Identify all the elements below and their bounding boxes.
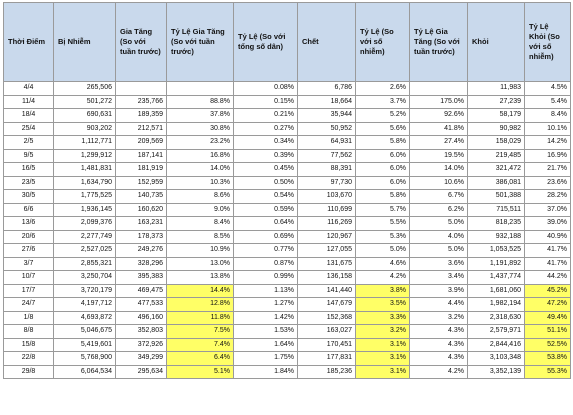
table-cell[interactable]: 903,202	[54, 122, 116, 136]
table-cell[interactable]: 7.5%	[167, 325, 234, 339]
row-date-cell[interactable]: 24/7	[4, 298, 54, 312]
table-cell[interactable]: 64,931	[298, 136, 356, 150]
column-header[interactable]: Khỏi	[468, 3, 525, 82]
table-row	[4, 217, 571, 231]
spreadsheet-table-container	[3, 2, 571, 379]
table-cell[interactable]: 1,299,912	[54, 149, 116, 163]
table-cell[interactable]: 0.99%	[234, 271, 298, 285]
column-header[interactable]: Tỷ Lệ Gia Tăng (So với tuần trước)	[410, 3, 468, 82]
table-cell[interactable]: 6.7%	[410, 190, 468, 204]
row-date-cell[interactable]: 2/5	[4, 136, 54, 150]
table-cell[interactable]: 2,855,321	[54, 257, 116, 271]
table-cell[interactable]: 1.42%	[234, 311, 298, 325]
row-date-cell[interactable]: 29/8	[4, 365, 54, 379]
table-cell[interactable]: 178,373	[116, 230, 167, 244]
table-cell[interactable]: 189,359	[116, 109, 167, 123]
table-cell[interactable]: 496,160	[116, 311, 167, 325]
table-cell[interactable]: 1,481,831	[54, 163, 116, 177]
table-cell[interactable]: 152,368	[298, 311, 356, 325]
table-cell[interactable]: 163,027	[298, 325, 356, 339]
row-date-cell[interactable]: 15/8	[4, 338, 54, 352]
table-cell[interactable]: 6.0%	[356, 149, 410, 163]
column-header[interactable]: Chết	[298, 3, 356, 82]
table-cell[interactable]: 5.3%	[356, 230, 410, 244]
table-cell[interactable]: 14.2%	[525, 136, 571, 150]
row-date-cell[interactable]: 25/4	[4, 122, 54, 136]
table-cell[interactable]: 4,693,872	[54, 311, 116, 325]
table-cell[interactable]: 77,562	[298, 149, 356, 163]
table-cell[interactable]: 90,982	[468, 122, 525, 136]
table-cell[interactable]	[116, 82, 167, 96]
table-cell[interactable]: 6.4%	[167, 352, 234, 366]
row-date-cell[interactable]: 6/6	[4, 203, 54, 217]
row-date-cell[interactable]: 1/8	[4, 311, 54, 325]
table-cell[interactable]: 52.5%	[525, 338, 571, 352]
table-cell[interactable]: 4.2%	[410, 365, 468, 379]
row-date-cell[interactable]: 11/4	[4, 95, 54, 109]
table-cell[interactable]: 140,735	[116, 190, 167, 204]
table-cell[interactable]: 0.39%	[234, 149, 298, 163]
table-cell[interactable]: 3.9%	[410, 284, 468, 298]
table-cell[interactable]: 6,064,534	[54, 365, 116, 379]
table-cell[interactable]	[410, 82, 468, 96]
table-cell[interactable]: 88,391	[298, 163, 356, 177]
table-cell[interactable]: 92.6%	[410, 109, 468, 123]
table-cell[interactable]: 170,451	[298, 338, 356, 352]
table-cell[interactable]: 97,730	[298, 176, 356, 190]
table-cell[interactable]: 127,055	[298, 244, 356, 258]
table-cell[interactable]: 2,844,416	[468, 338, 525, 352]
table-cell[interactable]: 249,276	[116, 244, 167, 258]
table-cell[interactable]: 27,239	[468, 95, 525, 109]
table-row	[4, 365, 571, 379]
table-cell[interactable]: 3.7%	[356, 95, 410, 109]
table-row	[4, 203, 571, 217]
table-cell[interactable]: 3.8%	[356, 284, 410, 298]
table-cell[interactable]: 386,081	[468, 176, 525, 190]
table-cell[interactable]: 395,383	[116, 271, 167, 285]
table-cell[interactable]: 469,475	[116, 284, 167, 298]
table-cell[interactable]: 5.8%	[356, 190, 410, 204]
table-cell[interactable]: 37.8%	[167, 109, 234, 123]
table-cell[interactable]: 1,681,060	[468, 284, 525, 298]
table-cell[interactable]: 49.4%	[525, 311, 571, 325]
table-cell[interactable]: 4.6%	[356, 257, 410, 271]
table-cell[interactable]: 147,679	[298, 298, 356, 312]
table-cell[interactable]: 3,720,179	[54, 284, 116, 298]
table-cell[interactable]: 3,250,704	[54, 271, 116, 285]
row-date-cell[interactable]: 22/8	[4, 352, 54, 366]
table-cell[interactable]: 2,527,025	[54, 244, 116, 258]
table-cell[interactable]: 103,670	[298, 190, 356, 204]
table-cell[interactable]: 295,634	[116, 365, 167, 379]
table-cell[interactable]: 37.0%	[525, 203, 571, 217]
table-cell[interactable]: 1,775,525	[54, 190, 116, 204]
table-cell[interactable]: 5.6%	[356, 122, 410, 136]
table-cell[interactable]: 1,191,892	[468, 257, 525, 271]
row-date-cell[interactable]: 8/8	[4, 325, 54, 339]
table-cell[interactable]: 1.27%	[234, 298, 298, 312]
table-row	[4, 257, 571, 271]
column-header[interactable]: Tỷ Lệ Gia Tăng (So với tuần trước)	[167, 3, 234, 82]
table-cell[interactable]: 0.15%	[234, 95, 298, 109]
table-cell[interactable]: 1,936,145	[54, 203, 116, 217]
table-row	[4, 149, 571, 163]
table-row	[4, 109, 571, 123]
table-cell[interactable]: 3.3%	[356, 311, 410, 325]
table-cell[interactable]: 11,983	[468, 82, 525, 96]
table-cell[interactable]: 45.2%	[525, 284, 571, 298]
table-cell[interactable]: 185,236	[298, 365, 356, 379]
table-cell[interactable]: 6,786	[298, 82, 356, 96]
table-cell[interactable]: 5.2%	[356, 109, 410, 123]
table-cell[interactable]: 41.7%	[525, 244, 571, 258]
table-cell[interactable]: 187,141	[116, 149, 167, 163]
table-cell[interactable]: 3.1%	[356, 352, 410, 366]
table-cell[interactable]: 55.3%	[525, 365, 571, 379]
table-cell[interactable]: 5.0%	[356, 244, 410, 258]
table-cell[interactable]: 219,485	[468, 149, 525, 163]
table-cell[interactable]: 158,029	[468, 136, 525, 150]
table-cell[interactable]: 19.5%	[410, 149, 468, 163]
table-cell[interactable]: 13.8%	[167, 271, 234, 285]
table-cell[interactable]: 932,188	[468, 230, 525, 244]
table-row	[4, 176, 571, 190]
table-cell[interactable]: 5,768,900	[54, 352, 116, 366]
table-cell[interactable]: 372,926	[116, 338, 167, 352]
table-cell[interactable]: 23.6%	[525, 176, 571, 190]
table-cell[interactable]: 1,634,790	[54, 176, 116, 190]
table-cell[interactable]: 8.4%	[167, 217, 234, 231]
table-cell[interactable]: 8.6%	[167, 190, 234, 204]
table-cell[interactable]: 0.87%	[234, 257, 298, 271]
table-cell[interactable]: 477,533	[116, 298, 167, 312]
table-cell[interactable]: 40.9%	[525, 230, 571, 244]
table-cell[interactable]: 28.2%	[525, 190, 571, 204]
table-cell[interactable]: 41.7%	[525, 257, 571, 271]
table-cell[interactable]: 6.0%	[356, 163, 410, 177]
table-row	[4, 325, 571, 339]
table-cell[interactable]: 47.2%	[525, 298, 571, 312]
table-cell[interactable]: 16.9%	[525, 149, 571, 163]
row-date-cell[interactable]: 3/7	[4, 257, 54, 271]
table-cell[interactable]: 13.0%	[167, 257, 234, 271]
row-date-cell[interactable]: 18/4	[4, 109, 54, 123]
table-row	[4, 230, 571, 244]
table-cell[interactable]: 9.0%	[167, 203, 234, 217]
table-cell[interactable]: 4.4%	[410, 298, 468, 312]
column-header[interactable]: Tỷ Lệ Khỏi (So với số nhiễm)	[525, 3, 571, 82]
table-cell[interactable]: 14.0%	[410, 163, 468, 177]
table-cell[interactable]: 5.7%	[356, 203, 410, 217]
table-cell[interactable]: 152,959	[116, 176, 167, 190]
table-cell[interactable]: 16.8%	[167, 149, 234, 163]
table-cell[interactable]: 44.2%	[525, 271, 571, 285]
table-cell[interactable]: 265,506	[54, 82, 116, 96]
table-cell[interactable]: 23.2%	[167, 136, 234, 150]
table-cell[interactable]: 1.13%	[234, 284, 298, 298]
column-header[interactable]: Tỷ Lệ (So với số nhiễm)	[356, 3, 410, 82]
table-cell[interactable]: 3.5%	[356, 298, 410, 312]
table-cell[interactable]: 0.27%	[234, 122, 298, 136]
row-date-cell[interactable]: 9/5	[4, 149, 54, 163]
table-cell[interactable]: 4.0%	[410, 230, 468, 244]
table-cell[interactable]: 0.08%	[234, 82, 298, 96]
table-row	[4, 271, 571, 285]
table-cell[interactable]: 212,571	[116, 122, 167, 136]
table-cell[interactable]: 3.4%	[410, 271, 468, 285]
table-cell[interactable]: 5,046,675	[54, 325, 116, 339]
row-date-cell[interactable]: 16/5	[4, 163, 54, 177]
table-cell[interactable]: 2.6%	[356, 82, 410, 96]
table-cell[interactable]: 1,982,194	[468, 298, 525, 312]
table-cell[interactable]: 181,919	[116, 163, 167, 177]
table-row	[4, 298, 571, 312]
table-cell[interactable]: 6.0%	[356, 176, 410, 190]
table-cell[interactable]: 3.6%	[410, 257, 468, 271]
table-cell[interactable]: 0.34%	[234, 136, 298, 150]
table-cell[interactable]: 1.64%	[234, 338, 298, 352]
table-cell[interactable]: 51.1%	[525, 325, 571, 339]
table-cell[interactable]: 321,472	[468, 163, 525, 177]
row-date-cell[interactable]: 30/5	[4, 190, 54, 204]
table-cell[interactable]: 27.4%	[410, 136, 468, 150]
table-cell[interactable]: 53.8%	[525, 352, 571, 366]
table-cell[interactable]: 501,388	[468, 190, 525, 204]
table-cell[interactable]: 136,158	[298, 271, 356, 285]
column-header[interactable]: Thời Điểm	[4, 3, 54, 82]
column-header[interactable]: Tỷ Lệ (So với tổng số dân)	[234, 3, 298, 82]
table-cell[interactable]: 0.54%	[234, 190, 298, 204]
table-cell[interactable]: 3,103,348	[468, 352, 525, 366]
table-cell[interactable]: 1.84%	[234, 365, 298, 379]
table-cell[interactable]: 14.0%	[167, 163, 234, 177]
table-cell[interactable]: 177,831	[298, 352, 356, 366]
table-cell[interactable]: 58,179	[468, 109, 525, 123]
table-cell[interactable]: 1.53%	[234, 325, 298, 339]
table-cell[interactable]: 6.2%	[410, 203, 468, 217]
table-cell[interactable]: 715,511	[468, 203, 525, 217]
table-cell[interactable]: 110,699	[298, 203, 356, 217]
table-cell[interactable]: 0.45%	[234, 163, 298, 177]
table-cell[interactable]: 501,272	[54, 95, 116, 109]
table-cell[interactable]: 175.0%	[410, 95, 468, 109]
table-cell[interactable]: 1,053,525	[468, 244, 525, 258]
table-cell[interactable]: 0.64%	[234, 217, 298, 231]
table-cell[interactable]: 2,318,630	[468, 311, 525, 325]
table-row	[4, 284, 571, 298]
table-cell[interactable]: 5.0%	[410, 244, 468, 258]
table-cell[interactable]: 7.4%	[167, 338, 234, 352]
table-cell[interactable]: 30.8%	[167, 122, 234, 136]
table-cell[interactable]: 328,296	[116, 257, 167, 271]
table-cell[interactable]: 35,944	[298, 109, 356, 123]
table-cell[interactable]: 0.21%	[234, 109, 298, 123]
table-cell[interactable]: 3.1%	[356, 365, 410, 379]
table-cell[interactable]: 120,967	[298, 230, 356, 244]
row-date-cell[interactable]: 10/7	[4, 271, 54, 285]
table-row	[4, 82, 571, 96]
table-cell[interactable]: 163,231	[116, 217, 167, 231]
table-cell[interactable]: 2,099,376	[54, 217, 116, 231]
table-cell[interactable]: 10.1%	[525, 122, 571, 136]
table-cell[interactable]: 41.8%	[410, 122, 468, 136]
table-cell[interactable]: 160,620	[116, 203, 167, 217]
table-cell[interactable]: 8.5%	[167, 230, 234, 244]
table-cell[interactable]: 3.2%	[356, 325, 410, 339]
table-cell[interactable]	[167, 82, 234, 96]
table-cell[interactable]: 4.3%	[410, 325, 468, 339]
table-cell[interactable]: 349,299	[116, 352, 167, 366]
table-cell[interactable]: 3,352,139	[468, 365, 525, 379]
table-cell[interactable]: 11.8%	[167, 311, 234, 325]
column-header[interactable]: Gia Tăng (So với tuần trước)	[116, 3, 167, 82]
table-row	[4, 338, 571, 352]
row-date-cell[interactable]: 23/5	[4, 176, 54, 190]
table-cell[interactable]: 5,419,601	[54, 338, 116, 352]
table-cell[interactable]: 14.4%	[167, 284, 234, 298]
table-cell[interactable]: 352,803	[116, 325, 167, 339]
table-cell[interactable]: 2,579,971	[468, 325, 525, 339]
table-cell[interactable]: 1,112,771	[54, 136, 116, 150]
table-cell[interactable]: 21.7%	[525, 163, 571, 177]
table-row	[4, 352, 571, 366]
table-cell[interactable]: 818,235	[468, 217, 525, 231]
table-cell[interactable]: 2,277,749	[54, 230, 116, 244]
table-cell[interactable]: 10.9%	[167, 244, 234, 258]
table-cell[interactable]: 4.3%	[410, 352, 468, 366]
table-cell[interactable]: 39.0%	[525, 217, 571, 231]
table-cell[interactable]: 5.8%	[356, 136, 410, 150]
table-cell[interactable]: 235,766	[116, 95, 167, 109]
table-cell[interactable]: 141,440	[298, 284, 356, 298]
table-row	[4, 122, 571, 136]
table-cell[interactable]: 3.1%	[356, 338, 410, 352]
row-date-cell[interactable]: 4/4	[4, 82, 54, 96]
table-cell[interactable]: 12.8%	[167, 298, 234, 312]
table-row	[4, 95, 571, 109]
row-date-cell[interactable]: 20/6	[4, 230, 54, 244]
table-cell[interactable]: 0.59%	[234, 203, 298, 217]
table-row	[4, 311, 571, 325]
table-cell[interactable]: 0.69%	[234, 230, 298, 244]
table-cell[interactable]: 5.1%	[167, 365, 234, 379]
table-cell[interactable]: 209,569	[116, 136, 167, 150]
table-cell[interactable]: 18,664	[298, 95, 356, 109]
table-cell[interactable]: 3.2%	[410, 311, 468, 325]
table-cell[interactable]: 4.3%	[410, 338, 468, 352]
table-cell[interactable]: 8.4%	[525, 109, 571, 123]
table-cell[interactable]: 0.77%	[234, 244, 298, 258]
row-date-cell[interactable]: 17/7	[4, 284, 54, 298]
table-row	[4, 244, 571, 258]
table-cell[interactable]: 5.4%	[525, 95, 571, 109]
table-cell[interactable]: 50,952	[298, 122, 356, 136]
table-cell[interactable]: 1.75%	[234, 352, 298, 366]
column-header[interactable]: Bị Nhiễm	[54, 3, 116, 82]
table-cell[interactable]: 131,675	[298, 257, 356, 271]
table-cell[interactable]: 4.5%	[525, 82, 571, 96]
header-row	[4, 3, 571, 82]
table-cell[interactable]: 4.2%	[356, 271, 410, 285]
table-cell[interactable]: 88.8%	[167, 95, 234, 109]
table-cell[interactable]: 1,437,774	[468, 271, 525, 285]
table-cell[interactable]: 4,197,712	[54, 298, 116, 312]
table-row	[4, 136, 571, 150]
covid-statistics-table	[3, 2, 571, 379]
table-row	[4, 190, 571, 204]
table-cell[interactable]: 10.6%	[410, 176, 468, 190]
row-date-cell[interactable]: 13/6	[4, 217, 54, 231]
table-cell[interactable]: 10.3%	[167, 176, 234, 190]
table-cell[interactable]: 690,631	[54, 109, 116, 123]
table-row	[4, 163, 571, 177]
table-cell[interactable]: 5.0%	[410, 217, 468, 231]
table-cell[interactable]: 116,269	[298, 217, 356, 231]
table-cell[interactable]: 5.5%	[356, 217, 410, 231]
table-cell[interactable]: 0.50%	[234, 176, 298, 190]
table-body	[4, 82, 571, 379]
row-date-cell[interactable]: 27/6	[4, 244, 54, 258]
